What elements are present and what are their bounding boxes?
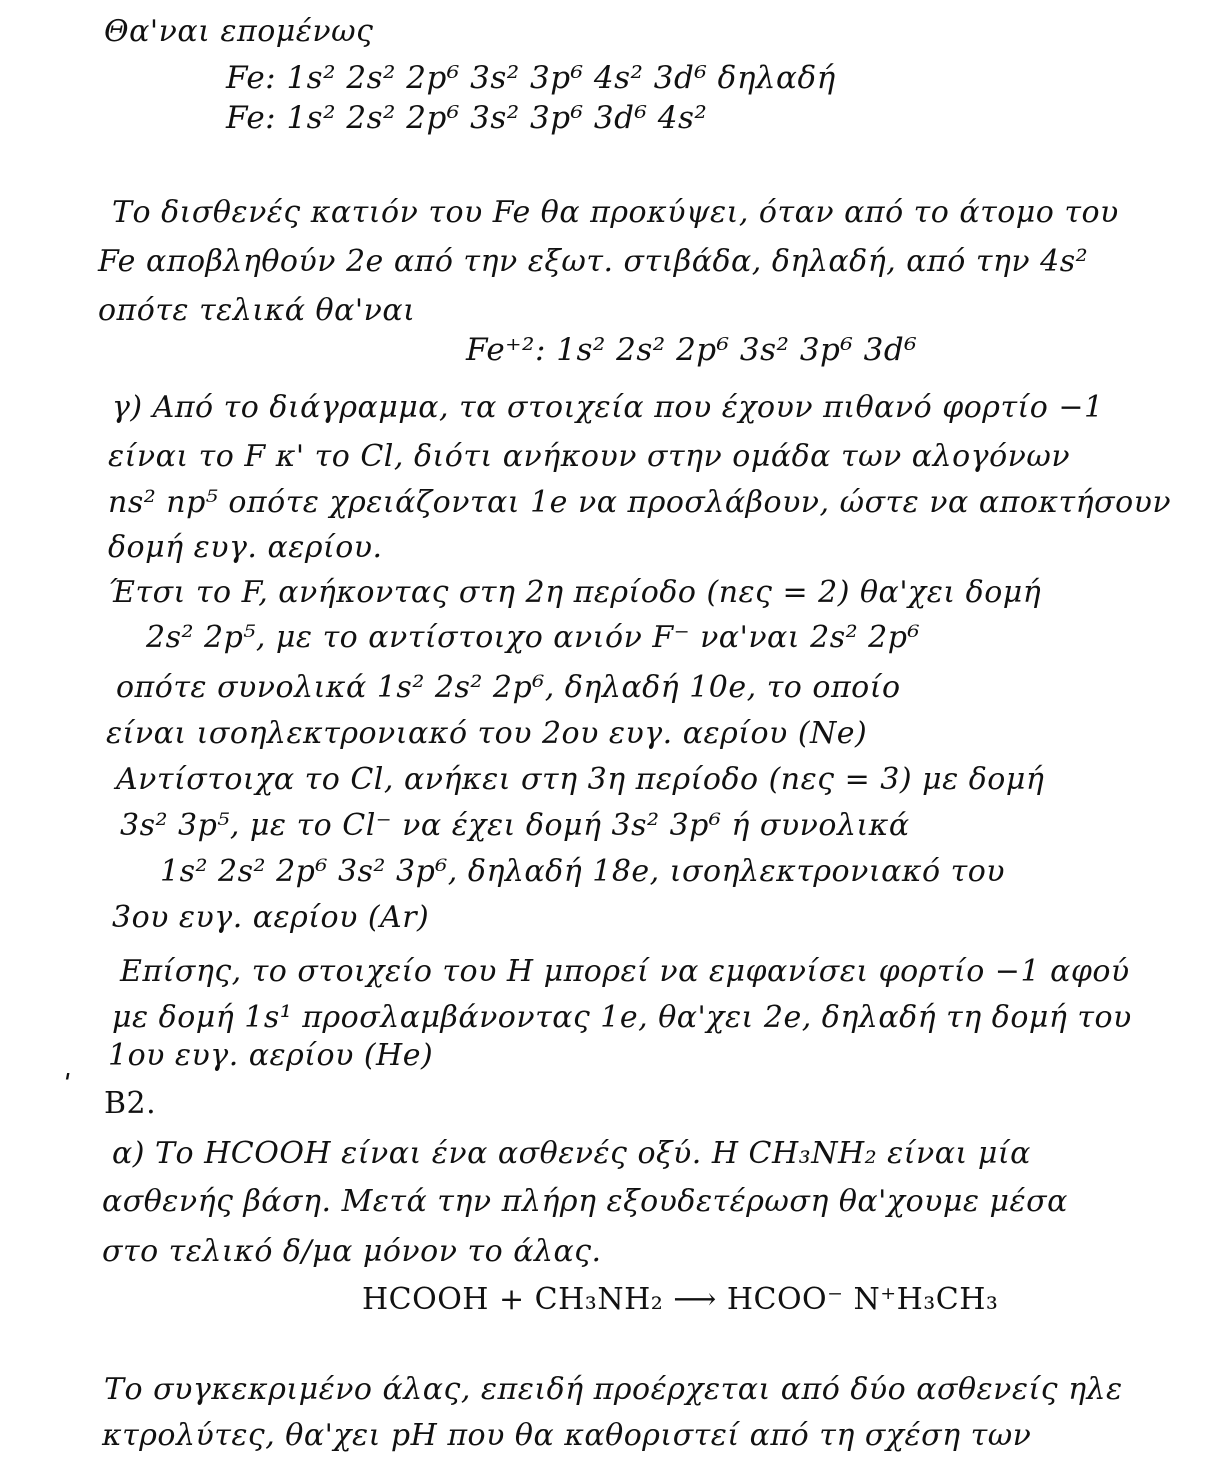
text-line: δομή ευγ. αερίου. [108,530,383,565]
text-line: στο τελικό δ/μα μόνον το άλας. [102,1234,602,1269]
text-line: Επίσης, το στοιχείο του H μπορεί να εμφανίσει φορτίο −1 αφού [120,954,1130,989]
text-line: 1s² 2s² 2p⁶ 3s² 3p⁶, δηλαδή 18e, ισοηλεκτρονιακό του [160,854,1006,889]
text-line: κτρολύτες, θα'χει pH που θα καθοριστεί από τη σχέση των [102,1418,1032,1453]
text-line: είναι ισοηλεκτρονιακό του 2ου ευγ. αερίου (Ne) [106,716,868,751]
text-line: γ) Από το διάγραμμα, τα στοιχεία που έχουν πιθανό φορτίο −1 [112,390,1104,425]
text-line: Fe: 1s² 2s² 2p⁶ 3s² 3p⁶ 4s² 3d⁶ δηλαδή [226,60,836,96]
text-line: είναι το F κ' το Cl, διότι ανήκουν στην ομάδα των αλογόνων [108,439,1071,474]
text-line: 2s² 2p⁵, με το αντίστοιχο ανιόν F⁻ να'ναι 2s² 2p⁶ [146,620,920,655]
text-line: Fe: 1s² 2s² 2p⁶ 3s² 3p⁶ 3d⁶ 4s² [226,100,708,136]
margin-tick: ˈ [64,1070,72,1100]
text-line: Το δισθενές κατιόν του Fe θα προκύψει, όταν από το άτομο του [112,195,1119,230]
text-line: Το συγκεκριμένο άλας, επειδή προέρχεται από δύο ασθενείς ηλε [104,1372,1123,1407]
text-line: ασθενής βάση. Μετά την πλήρη εξουδετέρωση θα'χουμε μέσα [102,1184,1068,1219]
text-line: οπότε τελικά θα'ναι [98,293,416,328]
text-line: ns² np⁵ οπότε χρειάζονται 1e να προσλάβουν, ώστε να αποκτήσουν [108,485,1172,520]
text-line: 3s² 3p⁵, με το Cl⁻ να έχει δομή 3s² 3p⁶ ή συνολικά [120,808,910,843]
section-heading: B2. [104,1086,157,1121]
text-line: α) Το HCOOH είναι ένα ασθενές οξύ. Η CH₃NH₂ είναι μία [112,1136,1031,1171]
text-line: 3ου ευγ. αερίου (Ar) [112,900,430,935]
text-line: 1ου ευγ. αερίου (He) [108,1038,434,1073]
text-line: Έτσι το F, ανήκοντας στη 2η περίοδο (nες = 2) θα'χει δομή [108,575,1042,610]
text-line: Fe αποβληθούν 2e από την εξωτ. στιβάδα, δηλαδή, από την 4s² [98,244,1089,279]
text-line: οπότε συνολικά 1s² 2s² 2p⁶, δηλαδή 10e, το οποίο [116,670,901,705]
text-line: με δομή 1s¹ προσλαμβάνοντας 1e, θα'χει 2e, δηλαδή τη δομή του [112,1000,1132,1035]
text-line: Fe⁺²: 1s² 2s² 2p⁶ 3s² 3p⁶ 3d⁶ [466,332,918,368]
chemical-equation: HCOOH + CH₃NH₂ ⟶ HCOO⁻ N⁺H₃CH₃ [362,1282,999,1317]
text-line: Αντίστοιχα το Cl, ανήκει στη 3η περίοδο (nες = 3) με δομή [116,762,1045,797]
text-line: Θα'ναι επομένως [104,14,374,49]
